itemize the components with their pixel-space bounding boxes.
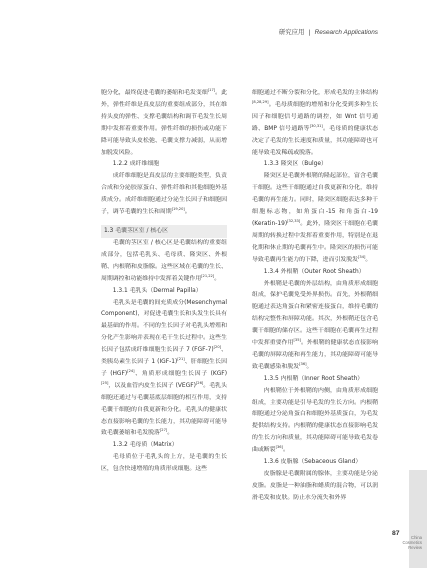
- text-run: 毛囊的茎区室 / 核心区是毛囊结构的重要组成部分，包括毛乳头、毛母质、隆突区、外根鞘、内根鞘和皮脂腺。这些区域在毛囊的生长、周期调控和功能维持中发挥着关键作用: [101, 239, 227, 282]
- subheading-1-3-6: 1.3.6 皮脂腺（Sebaceous Gland）: [263, 459, 362, 466]
- page-number: 87: [392, 530, 400, 537]
- paragraph: [252, 386, 378, 457]
- subheading-1-3-2: 1.3.2 毛母质（Matrix）: [112, 442, 178, 449]
- text-run: 。: [306, 363, 313, 370]
- citation: [34]: [358, 254, 366, 259]
- paragraph: [252, 279, 378, 374]
- text-run: 。: [184, 209, 191, 216]
- journal-mark: [376, 535, 422, 550]
- citation: [30,31]: [309, 123, 323, 128]
- text-run: 胞分化，最终促进毛囊的萎缩和毛发变细: [101, 90, 208, 96]
- citation: [25]: [101, 380, 109, 385]
- citation: [32,33]: [287, 218, 301, 223]
- citation: [21]: [177, 357, 185, 362]
- text-run: 细胞通过不断分裂和分化，形成毛发的主体结构: [252, 90, 378, 96]
- subheading-1-3-5: 1.3.5 内根鞘（Inner Root Sheath）: [263, 375, 364, 382]
- text-run: 。: [365, 256, 372, 263]
- citation: [36]: [275, 445, 283, 450]
- citation: [24]: [127, 368, 135, 373]
- text-run: 内根鞘位于外根鞘的内侧，由角质形成细胞组成，主要功能是引导毛发的生长方向。内根鞘细胞通过分泌角蛋白和细胞外基质蛋白，为毛发提供结构支持。内根鞘的健康状态直接影响毛发的生长方向和质量，其功能障碍可能导致毛发卷曲或断裂: [252, 387, 378, 454]
- citation: [27]: [159, 428, 168, 433]
- paragraph: [101, 238, 227, 286]
- text-run: ，以及血管内皮生长因子 (VEGF): [108, 382, 196, 389]
- citation: [19,20]: [171, 207, 185, 212]
- citation: [36]: [299, 361, 307, 366]
- journal-line: Review: [408, 545, 422, 550]
- paragraph: [252, 88, 378, 159]
- paragraph: [252, 171, 378, 266]
- running-header: [0, 27, 378, 36]
- subheading-1-3-4: 1.3.4 外根鞘（Outer Root Sheath）: [263, 268, 365, 275]
- text-run: 。毛乳头细胞还通过与毛囊基底层细胞的相互作用，支持毛囊干细胞的自我更新和分化。毛乳头的健康状态直接影响毛囊的生长能力，其功能障碍可能导致毛囊萎缩和毛发脱落: [101, 382, 227, 437]
- section-number: 1.3: [103, 227, 114, 234]
- text-run: 。此外，弹性纤维是真皮层的重要组成部分，其在维持头皮的弹性、支撑毛囊结构和调节毛发生长周期中发挥着重要作用。弹性纤维的损伤或功能下降可能导致头皮松弛、毛囊支撑力减弱，从而增加脱发风险。: [101, 90, 228, 156]
- left-column: [101, 88, 227, 476]
- text-run: 。毛母质细胞的增殖和分化受到多种生长因子和细胞信号通路的调控，如 Wnt 信号通路、BMP 信号通路等: [252, 101, 378, 132]
- text-run: 、肝细胞生长因子 (HGF): [101, 359, 228, 377]
- citation: [8,28,29]: [252, 99, 269, 104]
- paragraph: [101, 88, 227, 159]
- text-run: 。: [214, 275, 221, 282]
- section-title: 毛囊茎区室 / 核心区: [115, 227, 169, 234]
- citation: [20]: [213, 345, 222, 350]
- text-run: 毛乳头是毛囊的间充质成分(Mesenchymal Component)，对促进毛囊生长和头发生长具有最基础的作用。不同的生长因子对毛乳头增殖和分化产生影响并表现在毛干生长过程中。这些生长因子包括成纤维细胞生长因子 7 (FGF-7): [101, 299, 227, 354]
- text-run: 、角质形成细胞生长因子 (KGF): [134, 370, 227, 377]
- citation: [26]: [195, 380, 204, 385]
- paragraph: 皮脂腺是毛囊附属的腺体，主要功能是分泌皮脂。皮脂是一种油脂和蜡质的混合物，可以润滑毛发和皮肤。防止水分流失和外界: [252, 471, 378, 501]
- text-run: 。毛母质的健康状态决定了毛发的生长速度和质量，其功能障碍也可能导致毛发稀疏或脱落。: [252, 125, 378, 156]
- paragraph: [101, 171, 227, 219]
- subheading-1-3-3: 1.3.3 隆突区（Bulge）: [263, 161, 327, 168]
- text-run: 。: [167, 430, 174, 437]
- citation: [17]: [207, 88, 216, 92]
- text-run: 。外根鞘的健康状态直接影响毛囊的屏障功能和再生能力，其功能障碍可能导致毛囊感染和脱发: [252, 340, 379, 370]
- paragraph: 毛母质位于毛乳头的上方，是毛囊的生长区，包含快速增殖的角质形成细胞。这些: [101, 454, 227, 473]
- page-edge-strip: [409, 470, 427, 568]
- subheading-1-3-1: 1.3.1 毛乳头（Dermal Papilla）: [112, 287, 202, 294]
- journal-line: Cosmetics: [402, 540, 422, 545]
- right-column: [252, 88, 378, 505]
- text-run: 。: [282, 447, 289, 454]
- header-separator: |: [308, 28, 311, 36]
- header-section-en: Research Applications: [314, 29, 378, 36]
- text-run: 外根鞘是毛囊的外层结构，由角质形成细胞组成，保护毛囊免受外界损伤。首先，外根鞘细胞通过表达角蛋白和紧密连接蛋白，维持毛囊的结构完整性和屏障功能。其次，外根鞘还包含毛囊干细胞的储存区。这些干细胞在毛囊再生过程中发挥重要作用: [252, 280, 378, 347]
- journal-line: China: [411, 535, 422, 540]
- text-run: 隆突区是毛囊外根鞘的隆起部位，富含毛囊干细胞。这些干细胞通过自我更新和分化，维持毛囊的再生能力。同时，隆突区细胞表达多种干细胞标志物，如角蛋白-15 和角蛋白-19 (Keratin-19): [252, 173, 378, 227]
- section-heading-1-3: [101, 225, 227, 238]
- text-run: 成纤维细胞是真皮层的主要细胞类型，负责合成和分泌胶原蛋白、弹性纤维和其他细胞外基质成分。成纤维细胞通过分泌生长因子和细胞因子，调节毛囊的生长和周期: [101, 173, 227, 216]
- text-run: 、类胰岛素生长因子 1 (IGF-1): [101, 347, 227, 366]
- header-section-cn: 研究应用: [278, 28, 305, 36]
- text-run: 。此外，隆突区干细胞在毛囊周期的转换过程中发挥着重要作用，特别是在退化期和休止期的毛囊再生中。隆突区的损伤可能导致毛囊再生能力的下降，进而引发脱发: [252, 220, 378, 263]
- citation: [35]: [293, 338, 301, 343]
- subheading-1-2-2: 1.2.2 成纤维细胞: [112, 161, 160, 168]
- paragraph: [101, 298, 227, 441]
- citation: [21,22]: [201, 273, 215, 278]
